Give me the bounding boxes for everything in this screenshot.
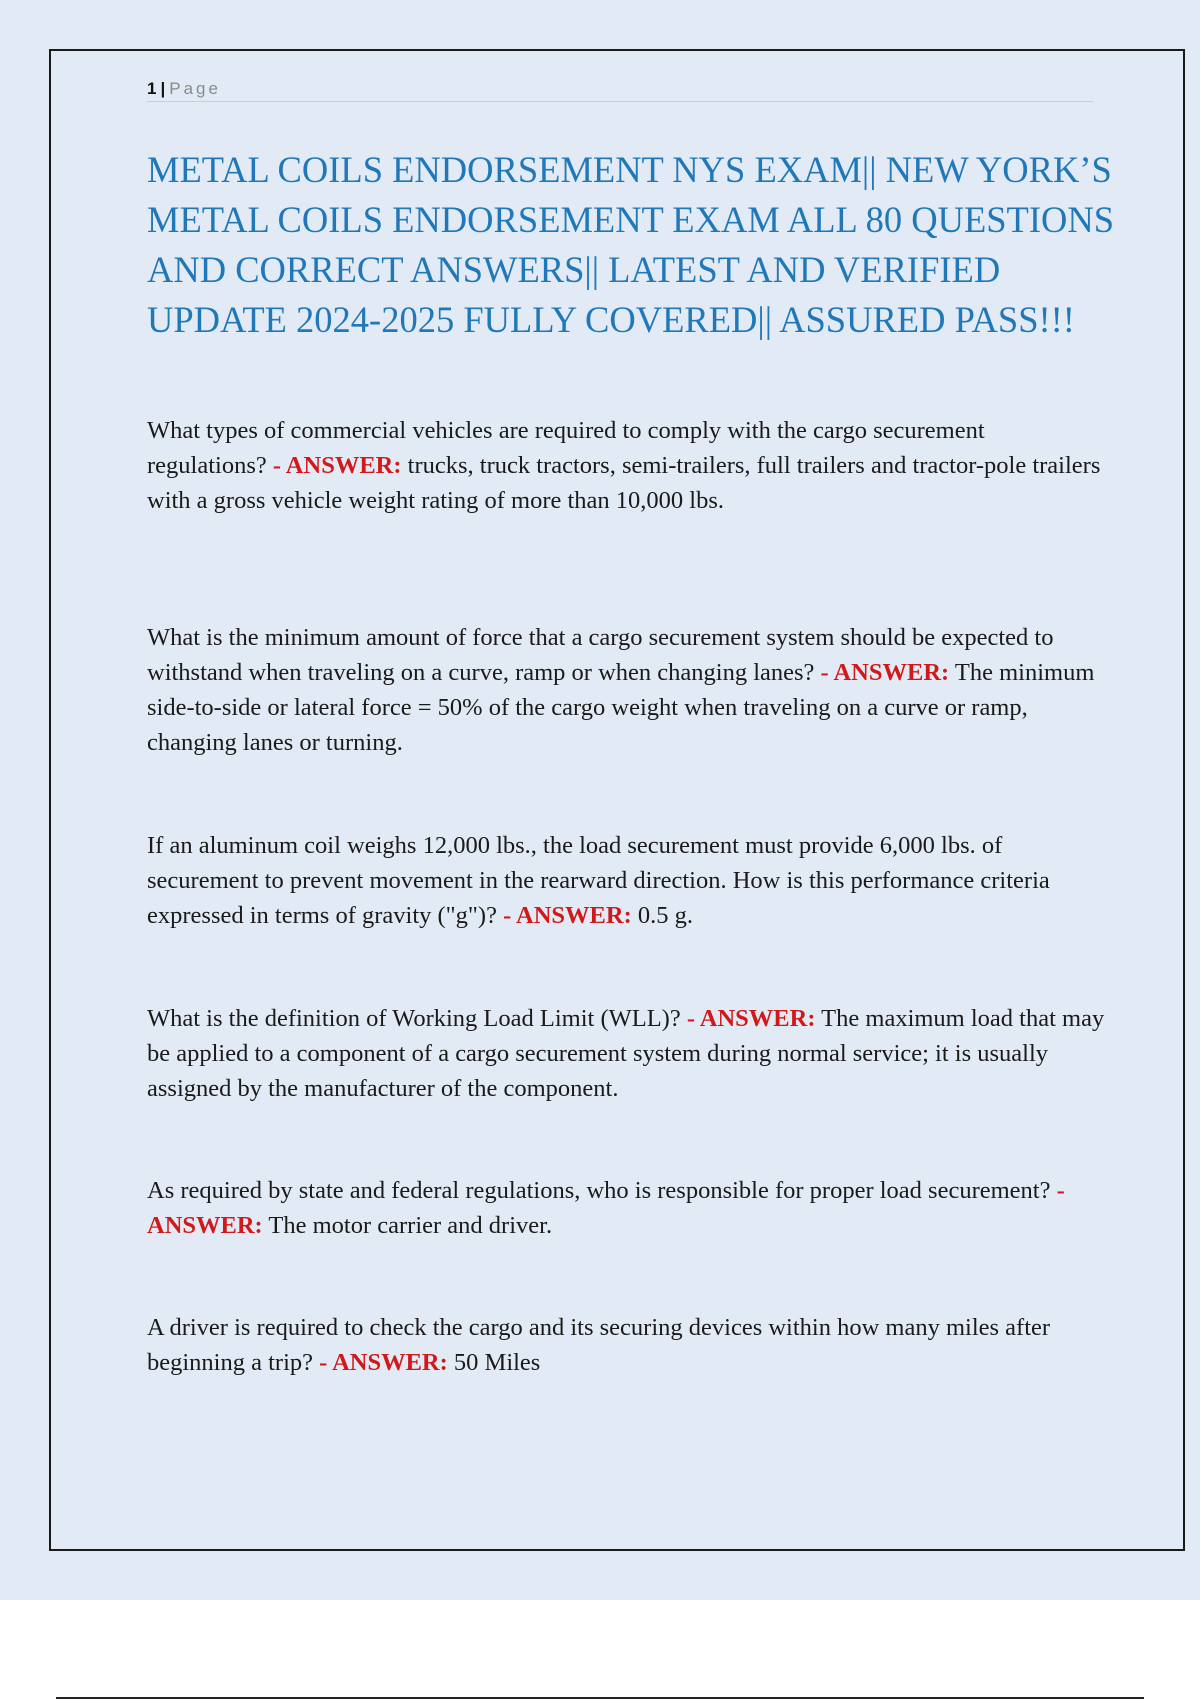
footer-divider (56, 1697, 1144, 1699)
qa-item-1 (147, 413, 1107, 518)
document-page (49, 49, 1185, 1551)
answer-text: The motor carrier and driver. (268, 1212, 553, 1239)
page-header (147, 79, 1093, 102)
question-text: What is the minimum amount of force that a cargo securement system should be expected to withstand when traveling on a curve, ramp or when changing lanes? (147, 624, 1054, 686)
answer-text: 50 Miles (453, 1349, 541, 1376)
question-text: As required by state and federal regulations, who is responsible for proper load securement? (147, 1177, 1051, 1204)
page-separator: | (160, 79, 166, 98)
question-text: What is the definition of Working Load Limit (WLL)? (147, 1005, 681, 1032)
answer-label: - ANSWER: (686, 1005, 816, 1032)
page-word: Page (169, 79, 221, 98)
answer-label: - ANSWER: (820, 659, 950, 686)
question-text: If an aluminum coil weighs 12,000 lbs., the load securement must provide 6,000 lbs. of securement to prevent movement in the rearward direction. How is this performance criteria expressed in terms of gravity ("g")? (147, 832, 1050, 929)
answer-label: - ANSWER: (272, 452, 402, 479)
question-text: A driver is required to check the cargo and its securing devices within how many miles after beginning a trip? (147, 1314, 1051, 1376)
answer-label: - ANSWER: (319, 1349, 448, 1376)
answer-label: - ANSWER: (147, 1177, 1065, 1239)
qa-item-2 (147, 620, 1107, 760)
qa-item-3 (147, 828, 1107, 933)
question-text: What types of commercial vehicles are required to comply with the cargo securement regulations? (147, 417, 985, 479)
page-number: 1 (147, 79, 157, 98)
answer-text: The minimum side-to-side or lateral force = 50% of the cargo weight when traveling on a curve or ramp, changing lanes or turning. (147, 659, 1095, 756)
document-title: METAL COILS ENDORSEMENT NYS EXAM|| NEW YORK’S METAL COILS ENDORSEMENT EXAM ALL 80 QUESTIONS AND CORRECT ANSWERS|| LATEST AND VERIFIED UPDATE 2024-2025 FULLY COVERED|| ASSURED PASS!!! (147, 149, 1115, 340)
answer-text: 0.5 g. (637, 902, 693, 929)
answer-text: trucks, truck tractors, semi-trailers, full trailers and tractor-pole trailers with a gross vehicle weight rating of more than 10,000 lbs. (147, 452, 1101, 514)
answer-text: The maximum load that may be applied to a component of a cargo securement system during normal service; it is usually assigned by the manufacturer of the component. (147, 1005, 1105, 1102)
qa-item-6 (147, 1310, 1107, 1380)
qa-item-4 (147, 1001, 1107, 1106)
qa-item-5 (147, 1173, 1107, 1243)
answer-label: - ANSWER: (503, 902, 632, 929)
